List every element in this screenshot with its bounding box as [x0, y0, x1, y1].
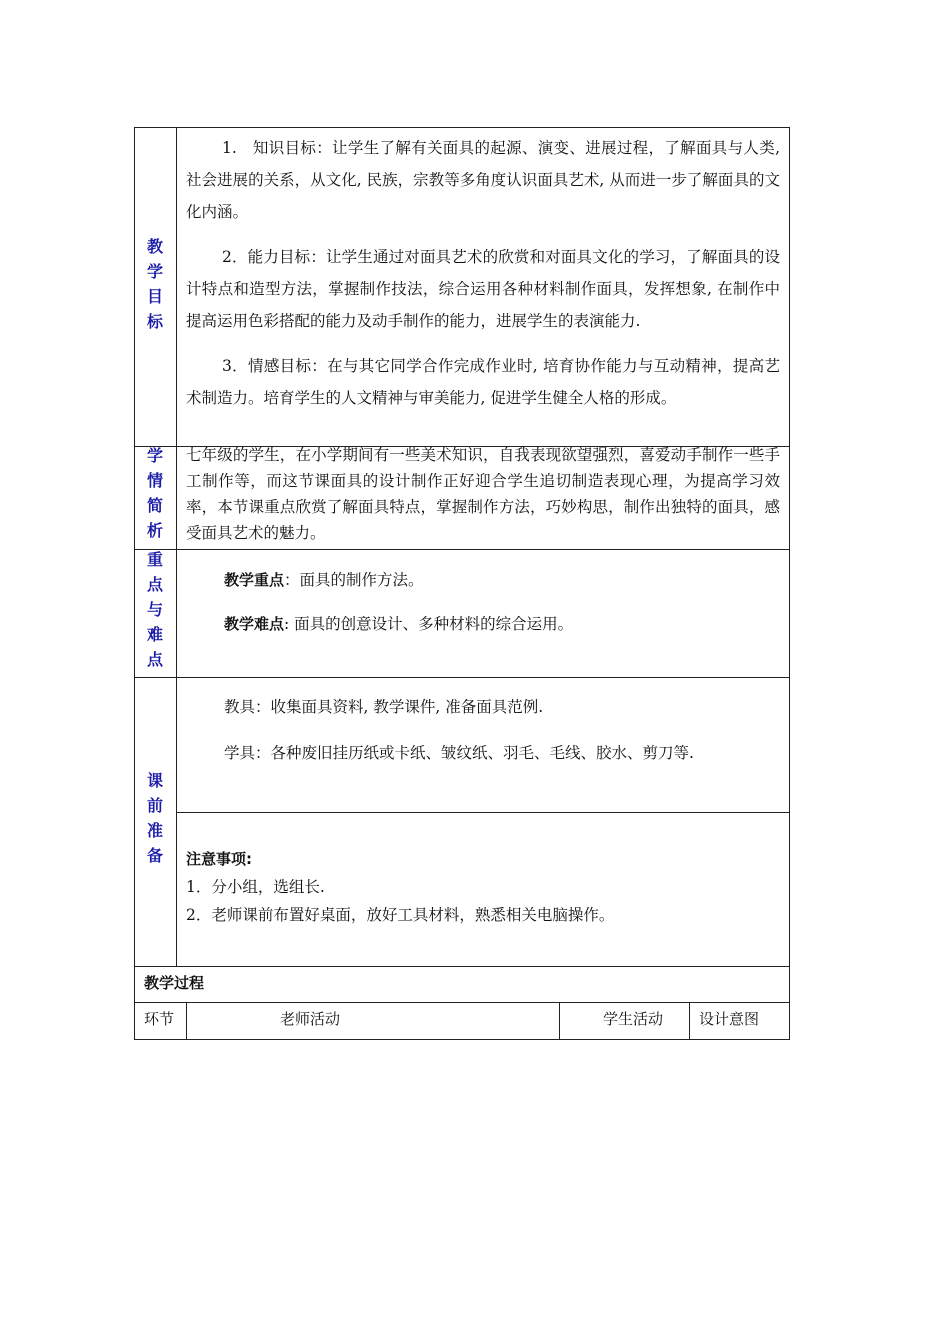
row-divider: [134, 677, 790, 678]
header-student-activity: 学生活动: [603, 1010, 664, 1028]
difficulty-point: [224, 610, 780, 638]
column-divider: [689, 1002, 690, 1040]
analysis-label: 学 情 简 析: [146, 446, 163, 540]
note-item: 1．分小组，选组长.: [186, 878, 325, 896]
column-divider: [186, 1002, 187, 1040]
preparation-tools: [224, 693, 780, 767]
row-divider: [134, 966, 790, 967]
objectives-content: [186, 132, 780, 414]
keypoints-label: 重 点 与 难 点: [146, 550, 163, 669]
key-point: [224, 566, 780, 594]
key-point-title: 教学重点: [224, 571, 285, 589]
teacher-tools: 教具：收集面具资料, 教学课件, 准备面具范例.: [224, 698, 544, 716]
objectives-label: 教 学 目 标: [146, 237, 163, 331]
note-item: 2．老师课前布置好桌面，放好工具材料，熟悉相关电脑操作。: [186, 906, 615, 924]
row-divider: [134, 1002, 790, 1003]
key-point-text: ：面具的制作方法。: [284, 571, 424, 589]
label-column-divider: [176, 127, 177, 966]
header-stage: 环节: [144, 1010, 175, 1028]
notes-title: 注意事项:: [186, 850, 252, 868]
knowledge-objective: 1. 知识目标：让学生了解有关面具的起源、演变、进展过程，了解面具与人类, 社会进展的关系，从文化, 民族，宗教等多角度认识面具艺术, 从而进一步了解面具的文化内涵。: [186, 139, 780, 221]
ability-objective: 2．能力目标：让学生通过对面具艺术的欣赏和对面具文化的学习，了解面具的设计特点和造型方法，掌握制作技法，综合运用各种材料制作面具，发挥想象, 在制作中提高运用色彩搭配的能力及动手制作的能力，进展学生的表演能力.: [186, 248, 780, 330]
emotion-objective: 3．情感目标：在与其它同学合作完成作业时, 培育协作能力与互动精神，提高艺术制造力。培育学生的人文精神与审美能力, 促进学生健全人格的形成。: [186, 357, 780, 407]
header-teacher-activity: 老师活动: [280, 1010, 341, 1028]
difficulty-point-text: : 面具的创意设计、多种材料的综合运用。: [284, 615, 574, 633]
analysis-text: 七年级的学生，在小学期间有一些美术知识，自我表现欲望强烈，喜爱动手制作一些手工制作等，而这节课面具的设计制作正好迎合学生追切制造表现心理，为提高学习效率，本节课重点欣赏了解面具特点，掌握制作方法，巧妙构思，制作出独特的面具，感受面具艺术的魅力。: [186, 446, 780, 542]
column-divider: [559, 1002, 560, 1040]
analysis-content: [186, 442, 780, 546]
preparation-label: 课 前 准 备: [146, 771, 163, 865]
preparation-notes: [186, 845, 780, 929]
header-design-intent: 设计意图: [699, 1010, 760, 1028]
keypoints-content: [224, 566, 780, 638]
difficulty-point-title: 教学难点: [224, 615, 285, 633]
student-tools: 学具：各种废旧挂历纸或卡纸、皱纹纸、羽毛、毛线、胶水、剪刀等.: [224, 744, 694, 762]
row-divider: [176, 812, 790, 813]
row-divider: [134, 549, 790, 550]
process-title: 教学过程: [144, 974, 205, 992]
